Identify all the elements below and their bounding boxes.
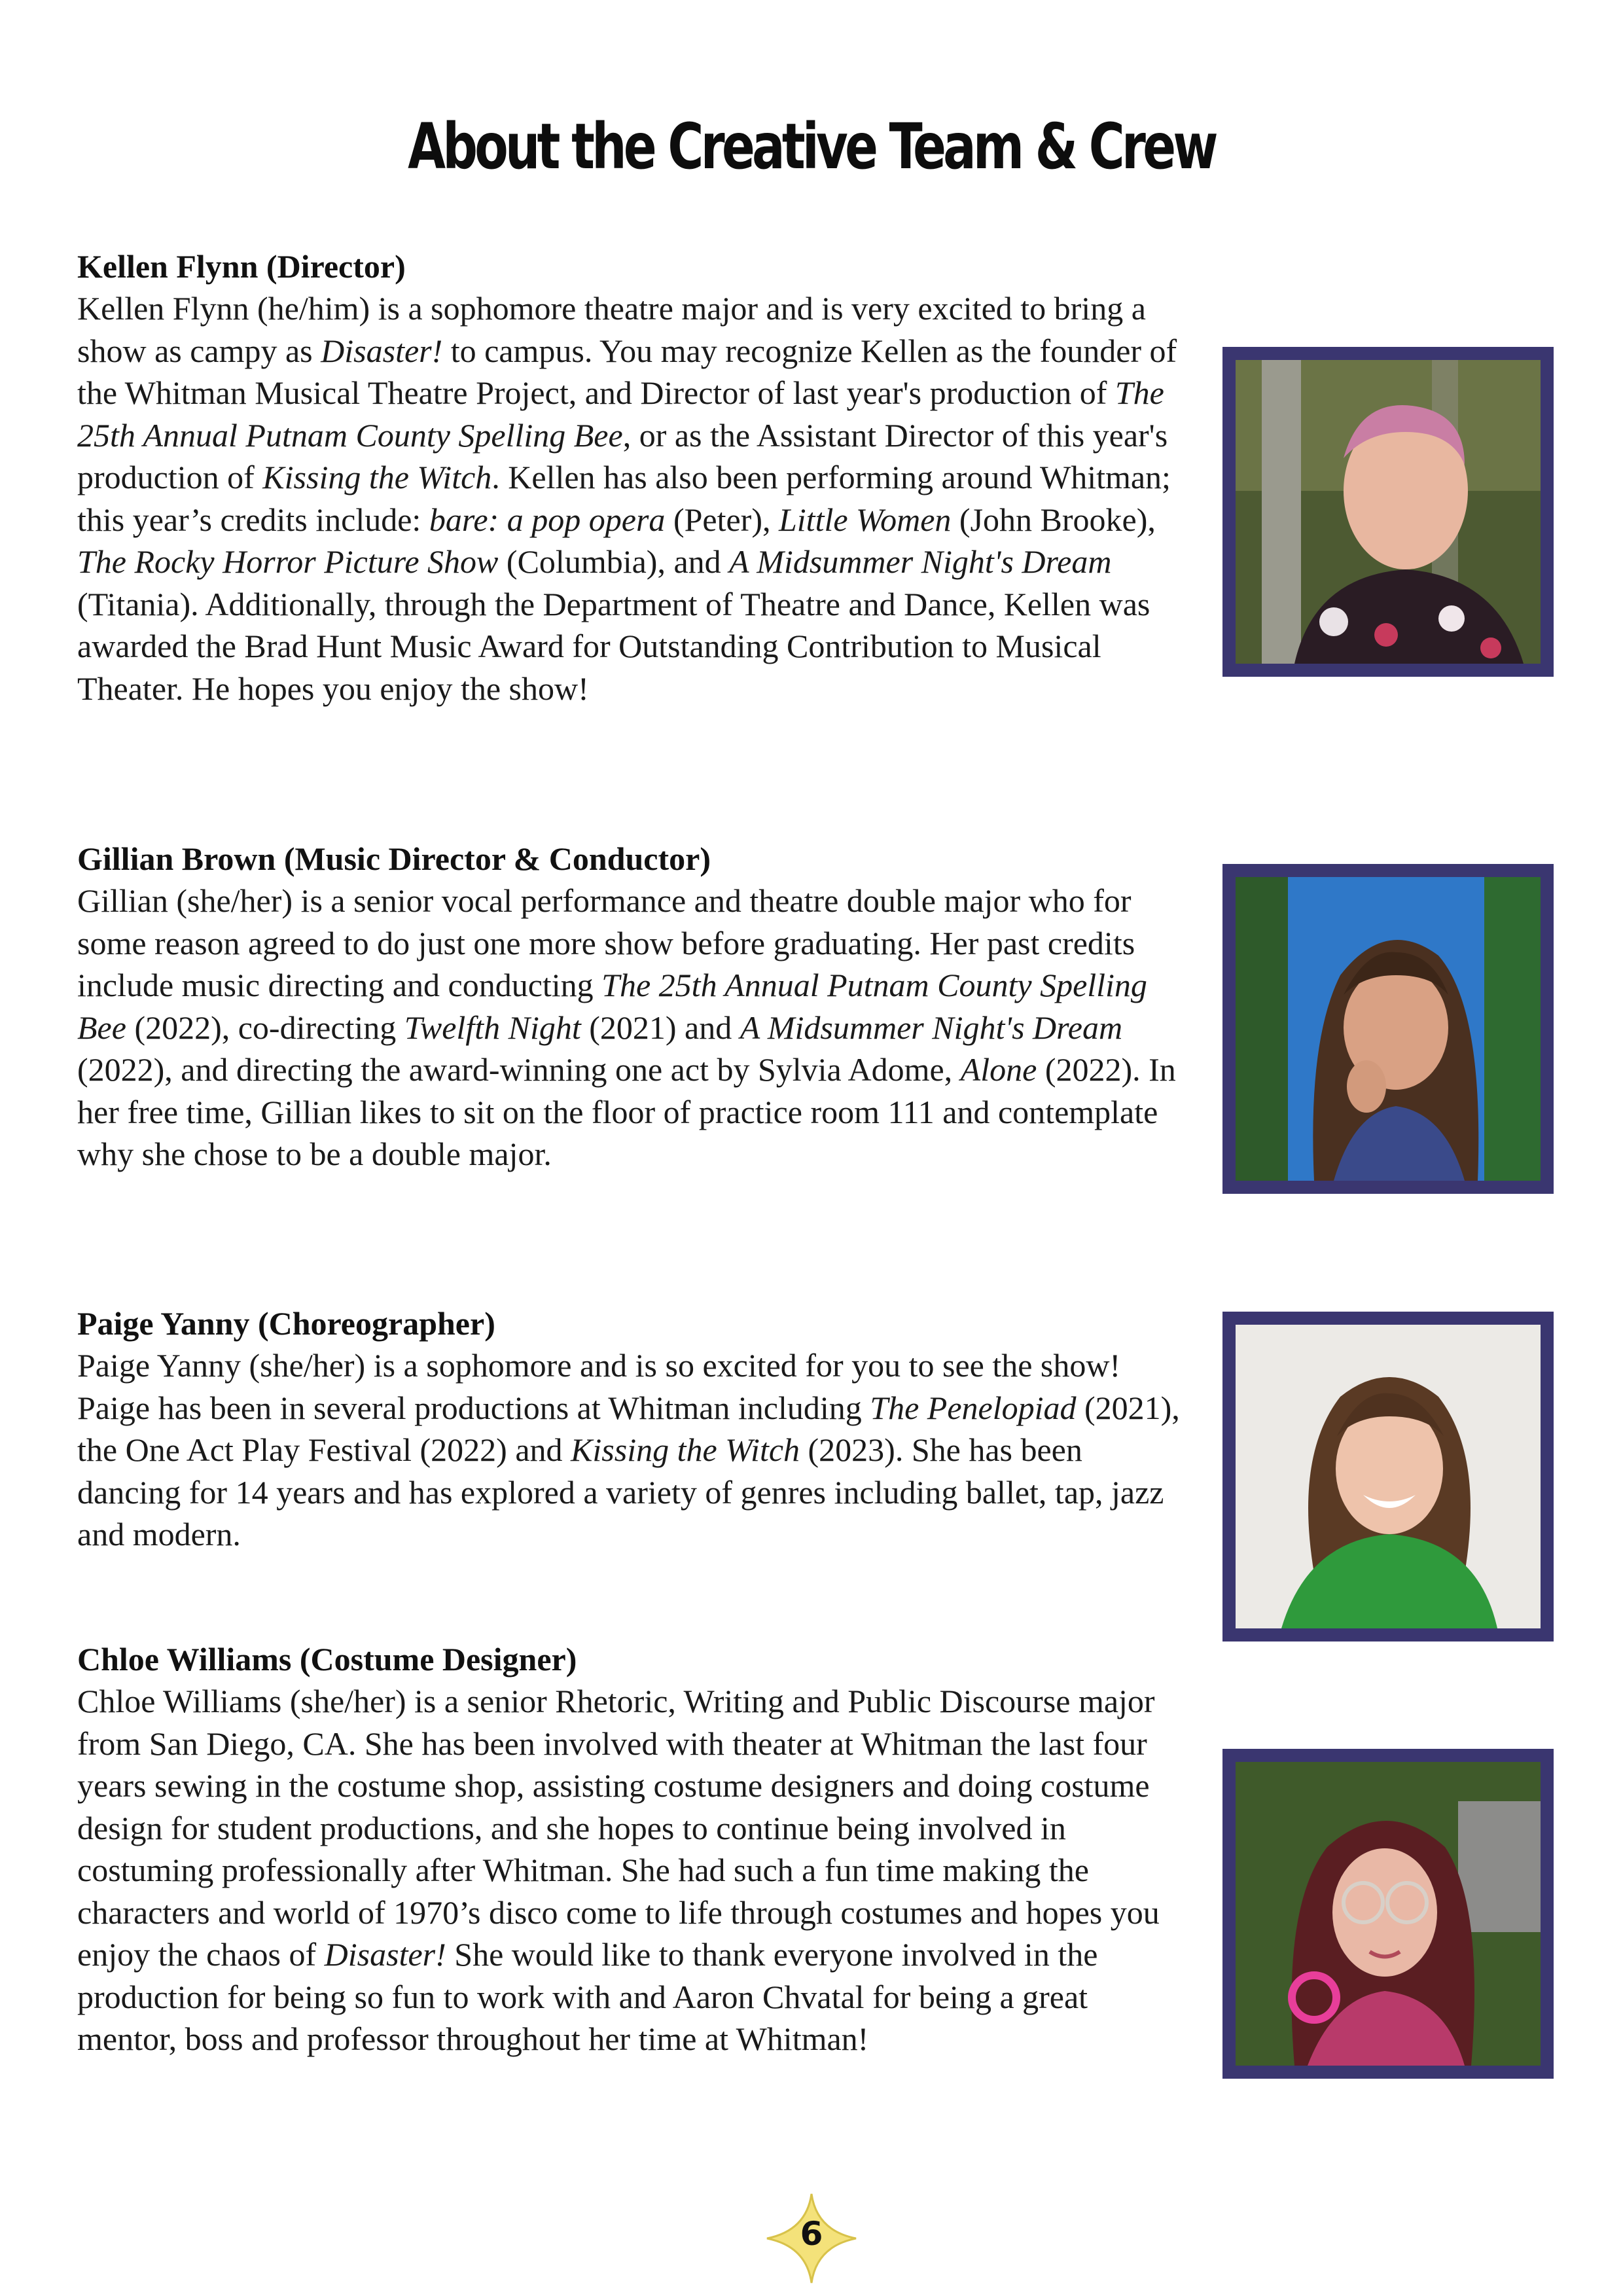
italic-title-text: A Midsummer Night's Dream bbox=[740, 1009, 1123, 1046]
bio-text-segment: , or as the Assistant Director of this year's production of bbox=[77, 416, 1168, 495]
bio-text-segment: to campus. You may recognize Kellen as the founder of the Whitman Musical Theatre Project, and Director of last year's production of bbox=[77, 332, 1177, 411]
page-number-badge bbox=[766, 2193, 857, 2284]
bio-heading: Paige Yanny (Choreographer) bbox=[77, 1305, 495, 1342]
bio-text-segment: She would like to thank everyone involved in the production for being so fun to work with and Aaron Chvatal for being a great mentor, boss and professor throughout her time at Whitman! bbox=[77, 1936, 1098, 2057]
bio-text-segment: (2022), co-directing bbox=[126, 1009, 404, 1046]
bio-text-segment: (2022). In her free time, Gillian likes to sit on the floor of practice room 111 and contemplate why she chose to be a double major. bbox=[77, 1051, 1176, 1172]
bio-heading: Chloe Williams (Costume Designer) bbox=[77, 1641, 577, 1677]
italic-title-text: The Penelopiad bbox=[870, 1389, 1077, 1426]
headshot-photo-paige-yanny bbox=[1222, 1312, 1554, 1641]
portrait-image bbox=[1236, 360, 1541, 664]
italic-title-text: Disaster! bbox=[321, 332, 443, 369]
italic-title-text: A Midsummer Night's Dream bbox=[729, 543, 1112, 580]
bio-text-segment: Chloe Williams (she/her) is a senior Rhetoric, Writing and Public Discourse major from San Diego, CA. She has been involved with theater at Whitman the last four years sewing in the costume shop, assisting costume designers and doing costume design for student productions, and she hopes to continue being involved in costuming professionally after Whitman. She had such a fun time making the characters and world of 1970’s disco come to life through costumes and hopes you enjoy the chaos of bbox=[77, 1683, 1160, 1973]
bio-text-segment: (Columbia), and bbox=[498, 543, 730, 580]
bio-heading: Kellen Flynn (Director) bbox=[77, 248, 406, 285]
bio-text bbox=[77, 287, 1190, 709]
headshot-photo-chloe-williams bbox=[1222, 1749, 1554, 2079]
portrait-image bbox=[1236, 877, 1541, 1181]
bio-text bbox=[77, 880, 1190, 1175]
portrait-image bbox=[1236, 1762, 1541, 2066]
italic-title-text: Alone bbox=[960, 1051, 1037, 1088]
bio-paige-yanny bbox=[77, 1302, 1190, 1556]
bio-text-segment: (2023). She has been dancing for 14 years and has explored a variety of genres including ballet, tap, jazz and modern. bbox=[77, 1431, 1164, 1552]
italic-title-text: Little Women bbox=[778, 501, 952, 538]
bio-heading: Gillian Brown (Music Director & Conductor) bbox=[77, 840, 711, 877]
bio-text-segment: (2022), and directing the award-winning one act by Sylvia Adome, bbox=[77, 1051, 961, 1088]
bio-text-segment: (Peter), bbox=[665, 501, 779, 538]
italic-title-text: The 25th Annual Putnam County Spelling Bee bbox=[77, 374, 1164, 454]
bio-chloe-williams bbox=[77, 1638, 1190, 2060]
italic-title-text: The 25th Annual Putnam County Spelling Bee bbox=[77, 967, 1147, 1046]
italic-title-text: Twelfth Night bbox=[404, 1009, 581, 1046]
bio-text-segment: (Titania). Additionally, through the Department of Theatre and Dance, Kellen was awarded the Brad Hunt Music Award for Outstanding Contribution to Musical Theater. He hopes you enjoy the show! bbox=[77, 585, 1150, 707]
italic-title-text: bare: a pop opera bbox=[429, 501, 666, 538]
bio-text-segment: . Kellen has also been performing around Whitman; this year’s credits include: bbox=[77, 459, 1171, 538]
italic-title-text: Kissing the Witch bbox=[571, 1431, 800, 1468]
bio-text bbox=[77, 1344, 1190, 1556]
italic-title-text: The Rocky Horror Picture Show bbox=[77, 543, 499, 580]
bio-text-segment: Paige Yanny (she/her) is a sophomore and is so excited for you to see the show! Paige has been in several productions at Whitman including bbox=[77, 1347, 1121, 1426]
italic-title-text: Kissing the Witch bbox=[262, 459, 492, 495]
bio-kellen-flynn bbox=[77, 245, 1190, 709]
headshot-photo-gillian-brown bbox=[1222, 864, 1554, 1194]
bio-text bbox=[77, 1680, 1190, 2060]
portrait-image bbox=[1236, 1325, 1541, 1628]
bio-text-segment: Kellen Flynn (he/him) is a sophomore theatre major and is very excited to bring a show as campy as bbox=[77, 290, 1146, 369]
page-title: About the Creative Team & Crew bbox=[408, 110, 1215, 183]
bio-text-segment: (2021) and bbox=[580, 1009, 740, 1046]
bio-text-segment: (2021), the One Act Play Festival (2022) and bbox=[77, 1389, 1180, 1468]
page-number: 6 bbox=[800, 2215, 823, 2253]
headshot-photo-kellen-flynn bbox=[1222, 347, 1554, 677]
bio-text-segment: Gillian (she/her) is a senior vocal performance and theatre double major who for some reason agreed to do just one more show before graduating. Her past credits include music directing and conducting bbox=[77, 882, 1135, 1003]
italic-title-text: Disaster! bbox=[324, 1936, 446, 1973]
bio-gillian-brown bbox=[77, 838, 1190, 1175]
bio-text-segment: (John Brooke), bbox=[951, 501, 1156, 538]
